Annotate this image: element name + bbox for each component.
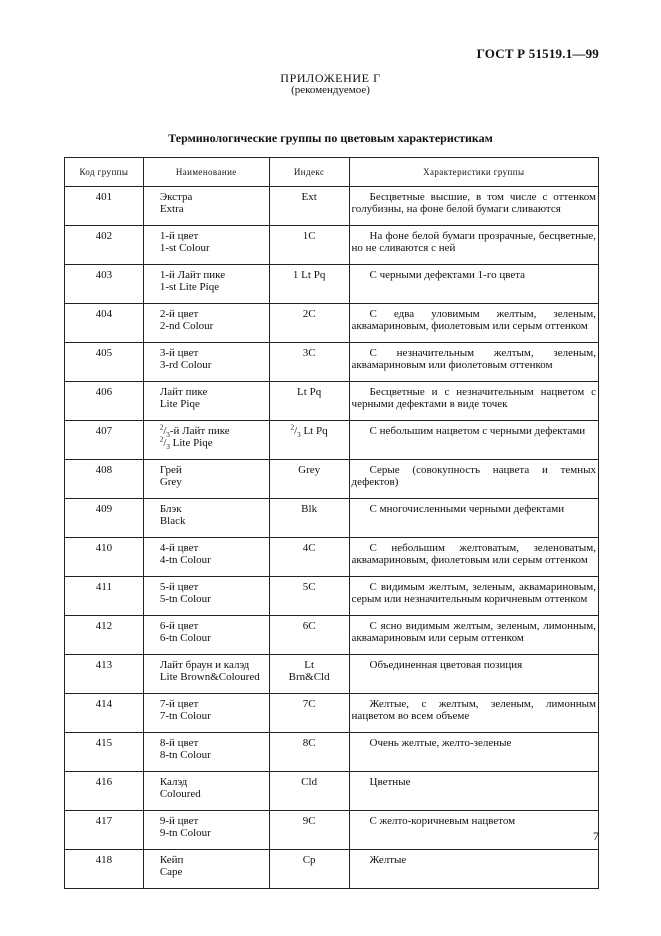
group-characteristics-cell: С ясно видимым желтым, зеленым, лимонным, аквамариновым или серым оттенком (349, 616, 598, 655)
group-name-text: 9-й цвет (159, 815, 199, 827)
group-name-en (160, 281, 265, 293)
group-code-cell: 412 (65, 616, 144, 655)
group-name-ru (160, 659, 265, 671)
group-index (270, 191, 349, 203)
group-name-text: Лайт пике (159, 386, 208, 398)
group-name-ru (160, 581, 265, 593)
group-name-cell (143, 460, 269, 499)
group-name-text: Калэд (159, 776, 188, 788)
column-header-characteristics: Характеристики группы (349, 158, 598, 187)
group-name-ru (160, 386, 265, 398)
group-name-en (160, 671, 265, 683)
group-name-ru (160, 737, 265, 749)
group-name-text: Cape (159, 866, 183, 878)
group-index (270, 698, 349, 710)
group-name-text: Grey (159, 476, 182, 488)
group-name-ru (160, 854, 265, 866)
group-code-cell: 407 (65, 421, 144, 460)
group-characteristics-cell: Бесцветные высшие, в том числе с оттенком голубизны, на фоне белой бумаги сливаются (349, 187, 598, 226)
group-name-text: Lite Piqe (159, 398, 200, 410)
group-index-line2: Brn&Cld (288, 671, 330, 683)
group-index (270, 464, 349, 476)
fraction-numerator: 2 (159, 435, 164, 444)
group-index-cell (269, 187, 349, 226)
table-row (65, 226, 599, 265)
table-caption: Терминологические группы по цветовым характеристикам (168, 131, 493, 145)
group-name-cell (143, 655, 269, 694)
group-code-cell: 410 (65, 538, 144, 577)
group-index (270, 347, 349, 359)
table-row (65, 577, 599, 616)
appendix-subtitle: (рекомендуемое) (291, 84, 370, 96)
group-name-en (160, 710, 265, 722)
group-name-cell (143, 850, 269, 889)
table-row (65, 811, 599, 850)
table-row (65, 616, 599, 655)
table-header-row (65, 158, 599, 187)
group-index-cell (269, 265, 349, 304)
group-characteristics-cell: Очень желтые, желто-зеленые (349, 733, 598, 772)
column-header-index: Индекс (269, 158, 349, 187)
group-name-text: 3-й цвет (159, 347, 199, 359)
group-name-text: 4-tn Colour (159, 554, 211, 566)
group-name-text: Экстра (159, 191, 193, 203)
group-index (270, 620, 349, 632)
group-index-cell (269, 343, 349, 382)
group-name-en: $^2/_3$ Lite Piqe (159, 435, 213, 452)
group-name-text: 1-st Lite Piqe (159, 281, 220, 293)
group-name-cell (143, 382, 269, 421)
table-row (65, 382, 599, 421)
table-row (65, 772, 599, 811)
group-characteristics-cell: С незначительным желтым, зеленым, аквамариновым или фиолетовым оттенком (349, 343, 598, 382)
table-row (65, 265, 599, 304)
group-name-en (160, 749, 265, 761)
group-index (270, 269, 349, 281)
group-code-cell: 416 (65, 772, 144, 811)
group-index-text: 5C (302, 581, 316, 593)
group-characteristics-cell: На фоне белой бумаги прозрачные, бесцветные, но не сливаются с ней (349, 226, 598, 265)
group-index-text: 9C (302, 815, 316, 827)
group-index-text: 6C (302, 620, 316, 632)
group-code-cell: 409 (65, 499, 144, 538)
group-name-cell (143, 733, 269, 772)
group-index-cell (269, 382, 349, 421)
group-name-en (160, 476, 265, 488)
group-index-cell (269, 538, 349, 577)
group-name-text: 9-tn Colour (159, 827, 211, 839)
group-index-text: Lt Pq (297, 386, 322, 398)
group-index-cell (269, 304, 349, 343)
group-code-cell: 402 (65, 226, 144, 265)
group-name-cell (143, 811, 269, 850)
group-characteristics-cell: Серые (совокупность нацвета и темных дефектов) (349, 460, 598, 499)
group-index-text: 1C (302, 230, 316, 242)
group-index-text: Cld (301, 776, 318, 788)
group-name-text: Лайт браун и калэд (159, 659, 250, 671)
fraction-numerator: 2 (159, 423, 164, 432)
group-name-ru (160, 620, 265, 632)
group-name-text: 1-й Лайт пике (159, 269, 226, 281)
table-row (65, 421, 599, 460)
group-index-text: Ext (301, 191, 317, 203)
group-characteristics-cell: С едва уловимым желтым, зеленым, аквамариновым, фиолетовым или серым оттенком (349, 304, 598, 343)
group-name-en (160, 554, 265, 566)
group-name-text: 7-й цвет (159, 698, 199, 710)
group-index-cell (269, 772, 349, 811)
group-name-text: 1-st Colour (159, 242, 210, 254)
group-code-cell: 411 (65, 577, 144, 616)
group-characteristics-cell: Желтые, с желтым, зеленым, лимонным нацветом во всем объеме (349, 694, 598, 733)
appendix-title: ПРИЛОЖЕНИЕ Г (280, 71, 381, 85)
group-name-en (160, 593, 265, 605)
group-name-text: Грей (159, 464, 182, 476)
group-index (270, 815, 349, 827)
group-code-cell: 405 (65, 343, 144, 382)
group-name-text: 7-tn Colour (159, 710, 211, 722)
group-name-cell (143, 772, 269, 811)
group-index-text: 8C (302, 737, 316, 749)
group-name-en (160, 827, 265, 839)
group-name-ru: $^2/_3-й$ Лайт пике (159, 423, 230, 440)
group-code-cell: 415 (65, 733, 144, 772)
group-index-cell (269, 460, 349, 499)
group-index-cell (269, 694, 349, 733)
group-name-en (160, 398, 265, 410)
group-name-cell (143, 265, 269, 304)
group-name-en (160, 632, 265, 644)
group-name-ru (160, 503, 265, 515)
group-name-en (160, 788, 265, 800)
group-name-ru (160, 269, 265, 281)
group-code-cell: 401 (65, 187, 144, 226)
group-name-text: Coloured (159, 788, 201, 800)
group-index-cell (269, 421, 349, 460)
group-name-text: Lite Piqe (169, 437, 213, 449)
group-index (270, 308, 349, 320)
group-index-text: Lt Pq (300, 425, 328, 437)
group-name-en (160, 515, 265, 527)
column-header-name: Наименование (143, 158, 269, 187)
group-characteristics-cell: С желто-коричневым нацветом (349, 811, 598, 850)
group-name-text: 8-tn Colour (159, 749, 211, 761)
group-characteristics-cell: Цветные (349, 772, 598, 811)
group-name-text: Lite Brown&Coloured (159, 671, 260, 683)
column-header-code: Код группы (65, 158, 144, 187)
group-characteristics-cell: Объединенная цветовая позиция (349, 655, 598, 694)
group-index (270, 230, 349, 242)
group-name-ru (160, 308, 265, 320)
table-row (65, 655, 599, 694)
table-row (65, 499, 599, 538)
group-code-cell: 403 (65, 265, 144, 304)
group-name-text: 5-tn Colour (159, 593, 211, 605)
group-name-text: 3-rd Colour (159, 359, 212, 371)
group-name-ru (160, 464, 265, 476)
group-index-cell (269, 499, 349, 538)
group-index-text: Lt (304, 659, 315, 671)
group-characteristics-cell: С черными дефектами 1-го цвета (349, 265, 598, 304)
group-index (270, 776, 349, 788)
group-name-text: 4-й цвет (159, 542, 199, 554)
table-row (65, 694, 599, 733)
table-row (65, 187, 599, 226)
group-name-text: 2-й цвет (159, 308, 199, 320)
group-index-text: 7C (302, 698, 316, 710)
group-name-cell (143, 538, 269, 577)
group-index-cell (269, 850, 349, 889)
group-characteristics-cell: С небольшим желтоватым, зеленоватым, аквамариновым, фиолетовым или серым оттенком (349, 538, 598, 577)
group-characteristics-cell: С многочисленными черными дефектами (349, 499, 598, 538)
group-index-text: Cp (302, 854, 316, 866)
group-index-cell (269, 226, 349, 265)
table-row (65, 460, 599, 499)
group-characteristics-cell: С видимым желтым, зеленым, аквамариновым, серым или незначительным коричневым оттенком (349, 577, 598, 616)
group-name-text: 2-nd Colour (159, 320, 214, 332)
page-number: 7 (593, 829, 599, 843)
group-index: $^2/_3$ Lt Pq (290, 423, 328, 440)
group-name-ru (160, 698, 265, 710)
group-code-cell: 404 (65, 304, 144, 343)
group-index-text: 1 Lt Pq (292, 269, 326, 281)
group-index-text: Blk (301, 503, 318, 515)
group-characteristics-cell: Бесцветные и с незначительным нацветом с черными дефектами в виде точек (349, 382, 598, 421)
group-name-en (160, 203, 265, 215)
group-code-cell: 418 (65, 850, 144, 889)
group-name-cell (143, 694, 269, 733)
group-name-ru (160, 815, 265, 827)
document-code: ГОСТ Р 51519.1—99 (476, 46, 599, 61)
fraction-denominator: 3 (297, 431, 301, 440)
group-name-text: 1-й цвет (159, 230, 199, 242)
table-body (65, 187, 599, 889)
table-row (65, 733, 599, 772)
group-name-text: Extra (159, 203, 184, 215)
table-row (65, 850, 599, 889)
group-name-en (160, 242, 265, 254)
group-name-cell (143, 304, 269, 343)
group-name-cell (143, 343, 269, 382)
group-name-text: 6-й цвет (159, 620, 199, 632)
group-name-ru (160, 191, 265, 203)
group-index (270, 581, 349, 593)
group-name-text: -й Лайт пике (169, 425, 230, 437)
table-row (65, 304, 599, 343)
group-name-ru (160, 776, 265, 788)
group-index-text: Grey (298, 464, 321, 476)
group-name-cell (143, 577, 269, 616)
group-code-cell: 413 (65, 655, 144, 694)
group-index (270, 854, 349, 866)
group-code-cell: 417 (65, 811, 144, 850)
group-index-text: 2C (302, 308, 316, 320)
group-name-en (160, 359, 265, 371)
group-index (270, 737, 349, 749)
group-name-cell (143, 616, 269, 655)
color-groups-table (64, 157, 599, 889)
group-index (270, 542, 349, 554)
table-row (65, 343, 599, 382)
group-code-cell: 414 (65, 694, 144, 733)
group-index-cell (269, 655, 349, 694)
table-row (65, 538, 599, 577)
group-name-cell (143, 187, 269, 226)
group-characteristics-cell: Желтые (349, 850, 598, 889)
group-index (270, 386, 349, 398)
group-code-cell: 408 (65, 460, 144, 499)
group-index (270, 503, 349, 515)
fraction-denominator: 3 (166, 443, 170, 452)
group-name-text: Black (159, 515, 186, 527)
group-name-en (160, 320, 265, 332)
group-index-text: 4C (302, 542, 316, 554)
fraction-numerator: 2 (290, 423, 295, 432)
group-index (270, 659, 349, 671)
group-index-cell (269, 577, 349, 616)
group-name-ru (160, 542, 265, 554)
group-index-cell (269, 616, 349, 655)
group-index-cell (269, 733, 349, 772)
group-name-text: Блэк (159, 503, 182, 515)
group-name-en (160, 866, 265, 878)
group-name-ru (160, 347, 265, 359)
group-name-text: 8-й цвет (159, 737, 199, 749)
group-name-cell (143, 226, 269, 265)
group-name-text: 6-tn Colour (159, 632, 211, 644)
group-index-cell (269, 811, 349, 850)
fraction-denominator: 3 (166, 431, 170, 440)
group-index-text: 3C (302, 347, 316, 359)
group-characteristics-cell: С небольшим нацветом с черными дефектами (349, 421, 598, 460)
group-name-text: Кейп (159, 854, 184, 866)
group-name-cell (143, 499, 269, 538)
group-code-cell: 406 (65, 382, 144, 421)
group-name-cell (143, 421, 269, 460)
group-name-ru (160, 230, 265, 242)
group-name-text: 5-й цвет (159, 581, 199, 593)
